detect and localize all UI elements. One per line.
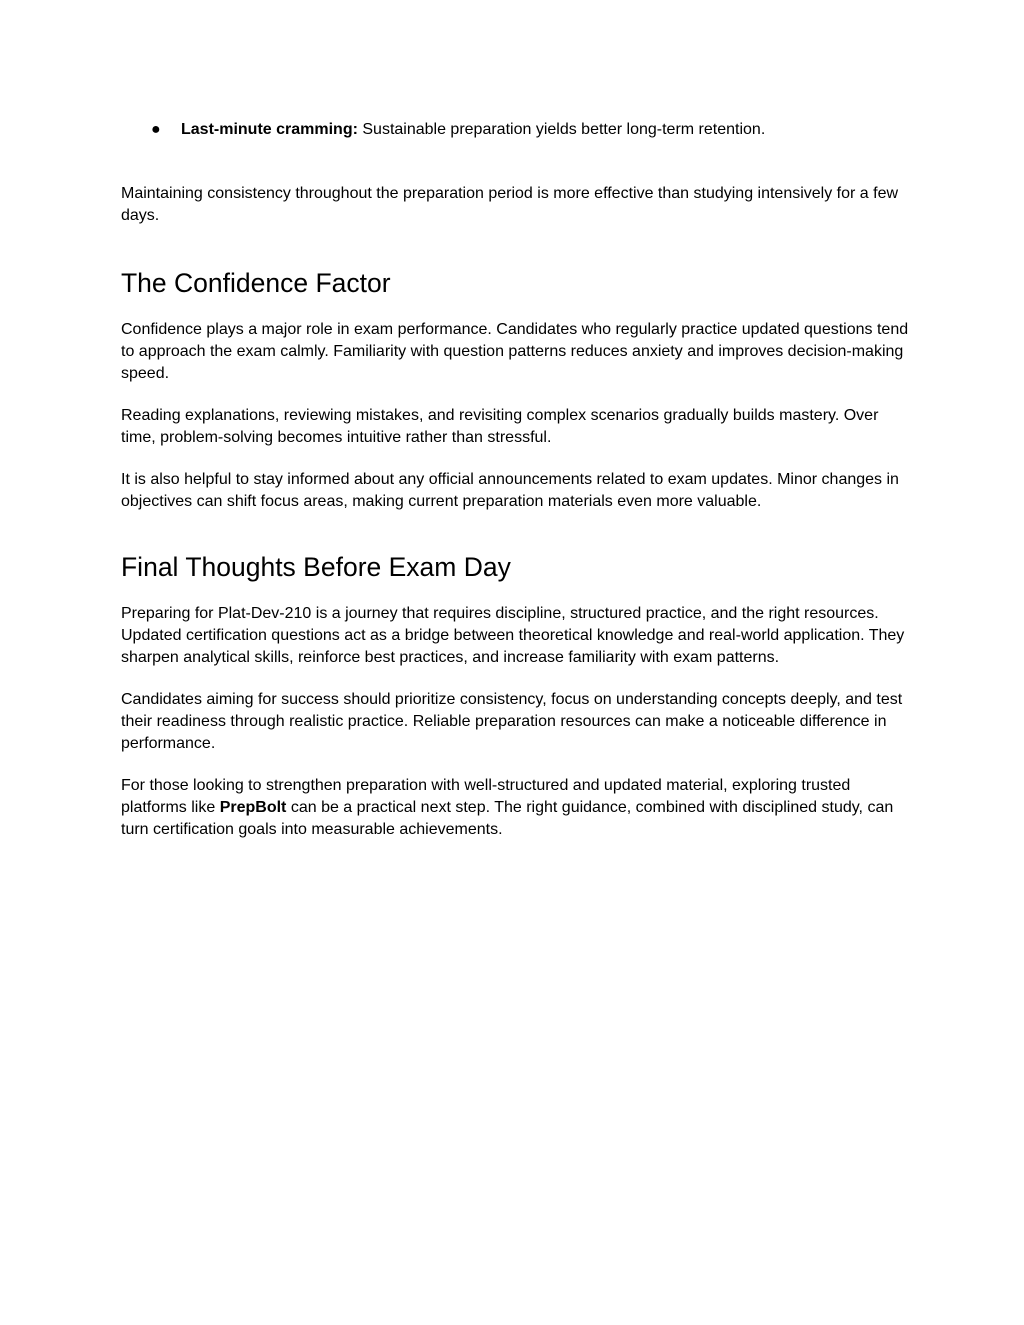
section-heading-final: Final Thoughts Before Exam Day: [121, 552, 511, 582]
bullet-icon: ●: [151, 121, 161, 138]
final-paragraph-1: Preparing for Plat-Dev-210 is a journey that requires discipline, structured practice, and the right resources. Updated certification questions act as a bridge between theoretical knowledge and real-world application. They sharpen analytical skills, reinforce best practices, and increase familiarity with exam patterns.: [121, 605, 905, 666]
list-item: [121, 119, 911, 141]
closing-text-after: can be a practical next step. The right guidance, combined with disciplined study, can turn certification goals into measurable achievements.: [121, 799, 894, 838]
final-paragraph-2: Candidates aiming for success should prioritize consistency, focus on understanding concepts deeply, and test their readiness through realistic practice. Reliable preparation resources can make a noticeable difference in performance.: [121, 691, 903, 752]
document-content: [121, 119, 911, 841]
section-heading-confidence: The Confidence Factor: [121, 268, 391, 298]
bullet-text: Sustainable preparation yields better long-term retention.: [357, 121, 766, 138]
bullet-list: [121, 119, 911, 141]
final-closing-paragraph: [121, 775, 911, 841]
brand-name: PrepBolt: [219, 799, 287, 816]
confidence-paragraph-1: Confidence plays a major role in exam performance. Candidates who regularly practice updated questions tend to approach the exam calmly. Familiarity with question patterns reduces anxiety and improves decision-making speed.: [121, 321, 909, 382]
confidence-paragraph-3: It is also helpful to stay informed about any official announcements related to exam updates. Minor changes in objectives can shift focus areas, making current preparation materials even more valuable.: [121, 471, 899, 510]
closing-text-before: For those looking to strengthen preparation with well-structured and updated material, exploring trusted platforms like: [121, 777, 851, 816]
bullet-label: Last-minute cramming:: [181, 121, 358, 138]
confidence-paragraph-2: Reading explanations, reviewing mistakes, and revisiting complex scenarios gradually builds mastery. Over time, problem-solving becomes intuitive rather than stressful.: [121, 407, 879, 446]
intro-paragraph: Maintaining consistency throughout the preparation period is more effective than studying intensively for a few days.: [121, 185, 899, 224]
